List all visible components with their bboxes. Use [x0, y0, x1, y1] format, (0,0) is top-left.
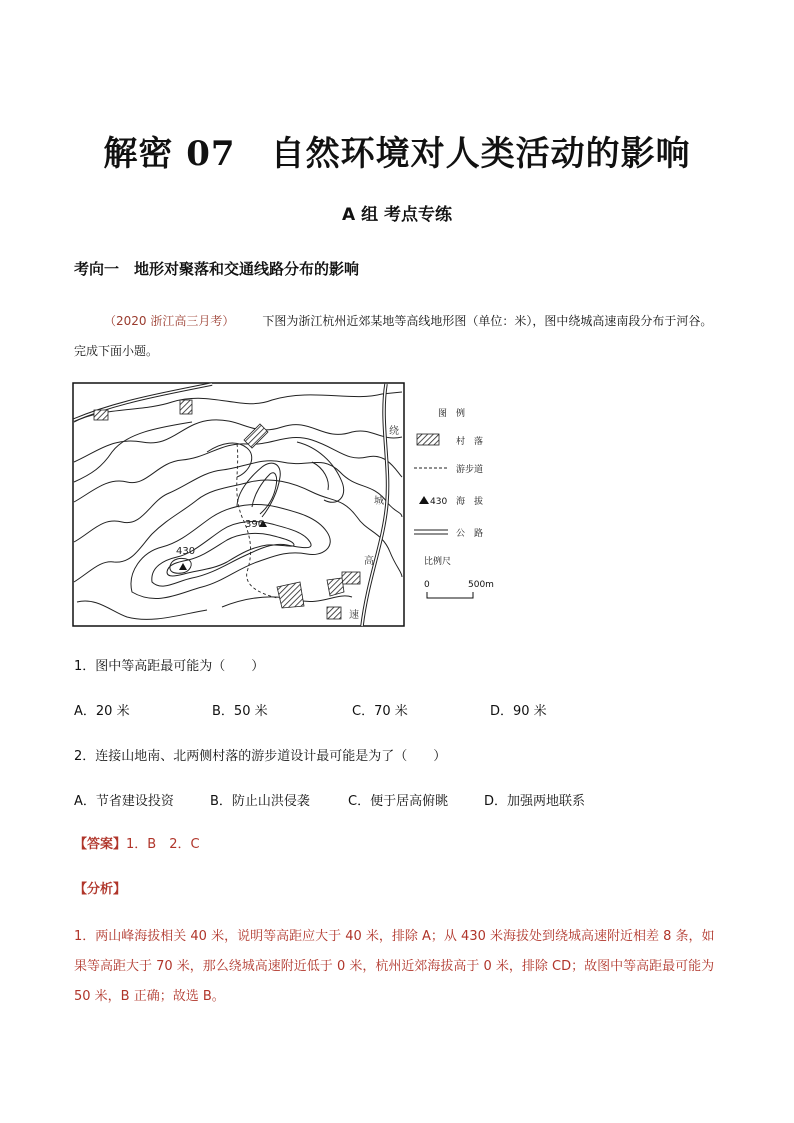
legend-scale-zero: 0: [424, 580, 430, 590]
q2-option-d: D．加强两地联系: [484, 794, 586, 809]
q2-option-a: A．节省建设投资: [74, 794, 174, 809]
legend-scale-500: 500m: [468, 580, 494, 590]
group-subtitle: A 组 考点专练: [342, 205, 452, 225]
q1-option-a: A．20 米: [74, 704, 130, 719]
legend-scale-label: 比例尺: [424, 557, 452, 567]
q2-option-c: C．便于居高俯眺: [348, 794, 449, 809]
legend-road: 公 路: [456, 529, 484, 539]
legend-elevation: 海 拔: [456, 497, 484, 507]
legend-village-swatch: [417, 434, 439, 445]
svg-text:390: 390: [245, 519, 265, 530]
question-1: 1．图中等高距最可能为（ ）: [74, 659, 265, 674]
svg-text:城: 城: [374, 496, 384, 507]
map-legend: [414, 407, 494, 598]
analysis-heading: 【分析】: [74, 882, 127, 897]
answer-text: 1．B 2．C: [126, 837, 200, 852]
peak-390: [245, 519, 267, 530]
contour-map-figure: [72, 382, 512, 628]
answer-line: [74, 833, 200, 852]
legend-title: 图 例: [438, 409, 466, 419]
intro-text: 下图为浙江杭州近郊某地等高线地形图（单位：米），图中绕城高速南段分布于河谷。完成下面小题。: [74, 314, 713, 358]
legend-trail: 游步道: [456, 465, 484, 475]
question-2-options: [74, 790, 585, 809]
analysis-text: 1．两山峰海拔相关 40 米，说明等高距应大于 40 米，排除 A；从 430 米海拔处到绕城高速附近相差 8 条，如果等高距大于 70 米，那么绕城高速附近低于 0 米，杭州近郊海拔高于 0 米，排除 CD；故图中等高距最可能为 50 米，B 正确；故选 B。: [74, 929, 715, 1004]
legend-peak-icon: [419, 496, 429, 504]
legend-village: 村 落: [456, 437, 484, 447]
legend-elevation-value: 430: [430, 497, 448, 507]
question-2: 2．连接山地南、北两侧村落的游步道设计最可能是为了（ ）: [74, 749, 447, 764]
svg-text:430: 430: [176, 546, 196, 557]
page-title: 解密 07 自然环境对人类活动的影响: [103, 134, 691, 174]
legend-scale-bar: [427, 592, 473, 598]
answer-tag: 【答案】: [74, 837, 127, 852]
q2-option-b: B．防止山洪侵袭: [210, 794, 310, 809]
question-source: （2020 浙江高三月考）: [104, 314, 235, 328]
question-intro: [74, 306, 724, 366]
section-heading: 考向一 地形对聚落和交通线路分布的影响: [74, 260, 360, 278]
svg-text:高: 高: [364, 556, 374, 567]
svg-text:速: 速: [349, 610, 359, 621]
q1-option-b: B．50 米: [212, 704, 268, 719]
q1-option-c: C．70 米: [352, 704, 408, 719]
contour-map: [72, 382, 512, 628]
svg-text:绕: 绕: [389, 426, 399, 437]
question-1-options: [74, 700, 547, 719]
q1-option-d: D．90 米: [490, 704, 547, 719]
